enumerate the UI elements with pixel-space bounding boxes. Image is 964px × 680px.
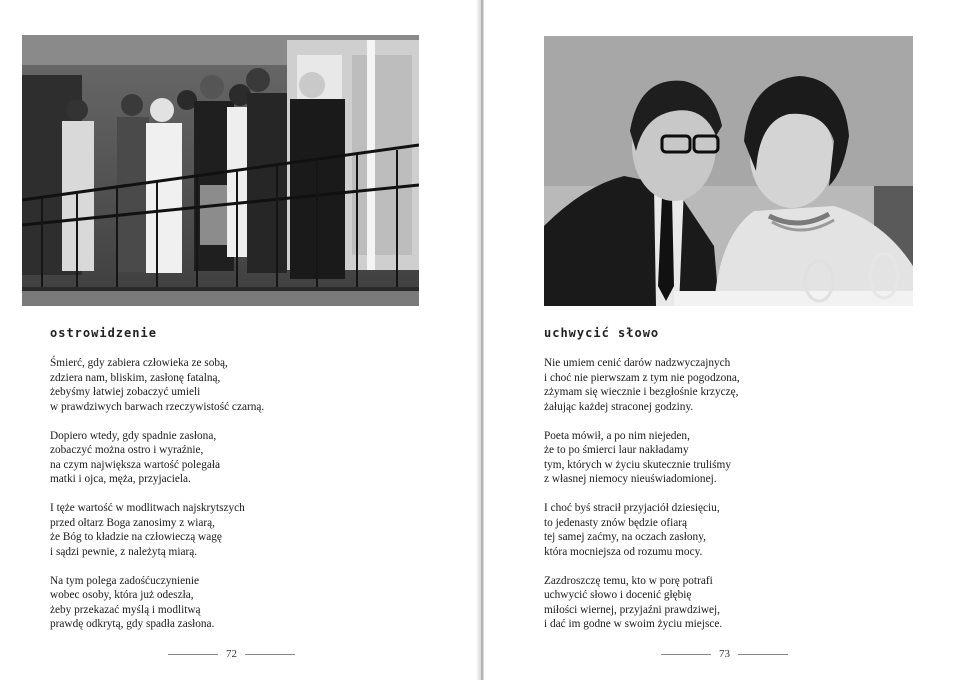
family-group-balcony-photo (22, 35, 419, 306)
left-page (0, 0, 480, 680)
page-footer (168, 648, 295, 660)
poem-line: zdziera nam, bliskim, zasłonę fatalną, (50, 371, 221, 384)
poem-line: miłości wiernej, przyjaźni prawdziwej, (544, 603, 720, 616)
poem-line: zżymam się wiecznie i bezgłośnie krzyczę, (544, 386, 739, 398)
poem-line: przed ołtarz Boga zanosimy z wiarą, (50, 516, 215, 529)
poem-line: tej samej zaćmy, na oczach zasłony, (544, 531, 706, 543)
poem-body (50, 356, 264, 646)
poem-line: wobec osoby, która już odeszła, (50, 589, 194, 601)
poem-title: ostrowidzenie (50, 326, 157, 340)
poem-line: w prawdziwych barwach rzeczywistość czarną. (50, 400, 265, 413)
poem-line: i dać im godne w swoim życiu miejsce. (544, 618, 723, 630)
footer-rule (738, 654, 788, 655)
poem-line: Nie umiem cenić darów nadzwyczajnych (544, 357, 731, 369)
footer-rule (245, 654, 295, 655)
page-number: 73 (719, 648, 730, 660)
poem-line: Dopiero wtedy, gdy spadnie zasłona, (50, 429, 217, 442)
stanza (50, 574, 264, 632)
poem-line: żeby przekazać myślą i modlitwą (50, 603, 201, 616)
poem-line: i choć nie pierwszam z tym nie pogodzona, (544, 371, 740, 384)
poem-body (544, 356, 740, 646)
page-footer (661, 648, 788, 660)
poem-line: matki i ojca, męża, przyjaciela. (50, 473, 191, 485)
stanza (544, 574, 740, 632)
poem-line: która mocniejsza od rozumu mocy. (544, 545, 703, 558)
page-number: 72 (226, 648, 237, 660)
stanza (50, 429, 264, 487)
poem-title: uchwycić słowo (544, 326, 660, 340)
poem-line: prawdę odkrytą, gdy spadła zasłona. (50, 618, 215, 630)
couple-portrait-photo (544, 36, 913, 306)
poem-line: to jedenasty znów będzie ofiarą (544, 516, 688, 529)
poem-line: uchwycić słowo i docenić głębię (544, 589, 692, 601)
poem-line: żebyśmy łatwiej zobaczyć umieli (50, 386, 201, 398)
poem-line: Na tym polega zadośćuczynienie (50, 574, 199, 587)
poem-line: zobaczyć można ostro i wyraźnie, (50, 444, 204, 456)
poem-line: z własnej niemocy nieuświadomionej. (544, 473, 717, 485)
stanza (50, 501, 264, 559)
poem-line: że to po śmierci laur nakładamy (544, 444, 689, 456)
poem-line: żałując każdej straconej godziny. (544, 400, 694, 413)
poem-line: I tęże wartość w modlitwach najskrytszych (50, 502, 245, 514)
poem-line: Poeta mówił, a po nim niejeden, (544, 429, 690, 442)
stanza (50, 356, 264, 414)
stanza (544, 429, 740, 487)
poem-line: Zazdroszczę temu, kto w porę potrafi (544, 574, 713, 587)
footer-rule (168, 654, 218, 655)
poem-line: tym, których w życiu skutecznie truliśmy (544, 458, 731, 471)
poem-line: że Bóg to kładzie na człowieczą wagę (50, 531, 222, 543)
poem-line: I choć byś stracił przyjaciół dziesięciu, (544, 502, 720, 514)
stanza (544, 501, 740, 559)
poem-line: Śmierć, gdy zabiera człowieka ze sobą, (50, 357, 228, 369)
poem-line: i sądzi pewnie, z należytą miarą. (50, 545, 198, 558)
poem-line: na czym największa wartość polegała (50, 458, 221, 471)
stanza (544, 356, 740, 414)
right-page (484, 0, 964, 680)
footer-rule (661, 654, 711, 655)
